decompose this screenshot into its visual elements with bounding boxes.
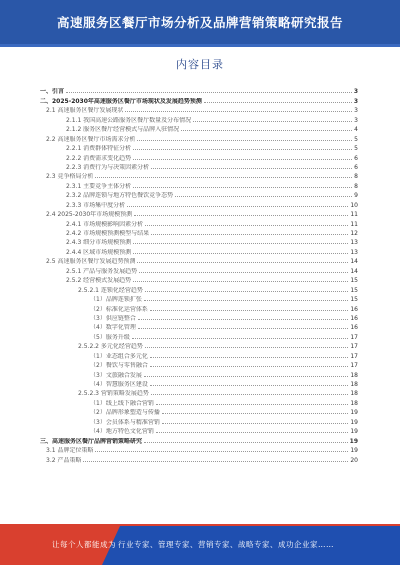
toc-leader-dots <box>151 234 348 235</box>
toc-entry-page: 18 <box>350 381 358 388</box>
toc-entry-page: 17 <box>350 352 358 360</box>
toc-entry-page: 20 <box>350 456 358 464</box>
toc-leader-dots <box>145 347 348 348</box>
toc-entry-page: 13 <box>350 239 358 247</box>
toc-entry[interactable] <box>40 275 358 284</box>
toc-entry[interactable] <box>40 331 358 340</box>
toc-leader-dots <box>144 442 348 443</box>
toc-leader-dots <box>150 310 349 311</box>
toc-entry-title: 2.5.2.2 多元化经营趋势 <box>78 343 143 351</box>
toc-entry-title: （3）文旅融合发展 <box>90 371 142 379</box>
toc-entry[interactable] <box>40 445 358 454</box>
toc-entry[interactable] <box>40 180 358 189</box>
toc-entry-title: 2.4.1 市场规模影响因素分析 <box>66 220 144 228</box>
toc-entry[interactable] <box>40 152 358 161</box>
toc-entry[interactable] <box>40 341 358 350</box>
toc-entry-title: 2.2.2 消费需求变化趋势 <box>66 154 132 162</box>
toc-entry-page: 3 <box>354 116 358 124</box>
toc-entry-page: 12 <box>350 230 358 237</box>
toc-leader-dots <box>145 225 348 226</box>
toc-entry-page: 18 <box>350 399 358 407</box>
toc-entry-title: （2）餐饮与零售融合 <box>90 362 148 370</box>
toc-leader-dots <box>125 111 352 112</box>
toc-entry[interactable] <box>40 246 358 255</box>
toc-entry[interactable] <box>40 265 358 274</box>
toc-leader-dots <box>138 319 349 320</box>
toc-entry-page: 8 <box>354 173 358 181</box>
toc-entry-title: 2.1 高速服务区餐厅发展现状 <box>46 107 124 115</box>
toc-entry[interactable] <box>40 313 358 322</box>
toc-entry[interactable] <box>40 190 358 199</box>
toc-leader-dots <box>151 168 352 169</box>
toc-entry-page: 11 <box>350 220 358 228</box>
toc-leader-dots <box>156 404 349 405</box>
toc-entry-title: 2.5.2 经营模式发展趋势 <box>66 277 132 285</box>
toc-entry-page: 10 <box>350 201 358 209</box>
table-of-contents <box>40 86 358 464</box>
toc-entry[interactable] <box>40 199 358 208</box>
toc-leader-dots <box>133 149 352 150</box>
toc-entry-title: 2.2.3 消费行为与决策因素分析 <box>66 163 150 171</box>
toc-leader-dots <box>162 413 349 414</box>
toc-entry-page: 17 <box>350 362 358 370</box>
toc-entry-title: 2.4.4 区域市场规模预测 <box>66 248 132 256</box>
toc-entry[interactable] <box>40 124 358 133</box>
toc-leader-dots <box>133 281 348 282</box>
toc-entry[interactable] <box>40 435 358 444</box>
toc-entry-page: 6 <box>354 154 358 162</box>
toc-entry-title: （3）供应链整合 <box>90 314 136 322</box>
toc-entry-page: 3 <box>353 97 358 105</box>
toc-entry-page: 13 <box>350 248 358 256</box>
toc-entry-title: 2.2 高速服务区餐厅市场需求分析 <box>46 135 136 143</box>
toc-entry[interactable] <box>40 416 358 425</box>
toc-entry-title: （1）业态组合多元化 <box>90 352 148 360</box>
header-divider <box>0 44 400 47</box>
toc-entry[interactable] <box>40 350 358 359</box>
toc-leader-dots <box>137 140 352 141</box>
toc-entry-title: 一、引言 <box>40 88 65 96</box>
toc-entry-page: 18 <box>350 390 358 398</box>
toc-entry-title: （2）品牌形象塑造与传播 <box>90 409 160 417</box>
toc-entry-title: 2.3.1 主要竞争主体分析 <box>66 182 132 190</box>
toc-leader-dots <box>133 187 352 188</box>
toc-leader-dots <box>83 461 348 462</box>
toc-leader-dots <box>204 102 352 103</box>
toc-entry-page: 17 <box>350 333 358 341</box>
toc-leader-dots <box>175 196 352 197</box>
toc-entry[interactable] <box>40 86 358 95</box>
toc-entry-page: 16 <box>350 305 358 313</box>
toc-entry-page: 9 <box>354 192 358 200</box>
toc-entry-page: 19 <box>350 409 358 417</box>
toc-entry[interactable] <box>40 303 358 312</box>
toc-entry-page: 3 <box>354 107 358 115</box>
toc-entry-title: 2.4.2 市场规模预测模型与结果 <box>66 230 150 237</box>
toc-leader-dots <box>133 253 348 254</box>
toc-entry-title: 二、2025-2030年高速服务区餐厅市场现状及发展趋势预测 <box>40 97 202 105</box>
toc-heading: 内容目录 <box>176 58 224 71</box>
toc-entry[interactable] <box>40 426 358 435</box>
page-header <box>0 0 400 44</box>
toc-entry[interactable] <box>40 143 358 152</box>
toc-entry-title: 2.1.2 服务区餐厅经营模式与品牌入驻情况 <box>66 126 180 134</box>
toc-leader-dots <box>132 338 349 339</box>
toc-leader-dots <box>66 92 352 93</box>
toc-entry[interactable] <box>40 284 358 293</box>
toc-leader-dots <box>156 432 349 433</box>
toc-entry[interactable] <box>40 360 358 369</box>
toc-entry-page: 16 <box>350 324 358 332</box>
toc-entry-title: 2.5 高速服务区餐厅发展趋势预测 <box>46 258 136 266</box>
toc-entry[interactable] <box>40 256 358 265</box>
toc-entry-page: 19 <box>350 418 358 426</box>
page-footer <box>0 524 400 565</box>
toc-entry[interactable] <box>40 322 358 331</box>
toc-entry-title: 3.1 品牌定位策略 <box>46 447 94 455</box>
toc-leader-dots <box>133 243 348 244</box>
toc-entry-page: 3 <box>353 88 358 96</box>
toc-entry-title: 三、高速服务区餐厅品牌营销策略研究 <box>40 437 143 445</box>
toc-entry[interactable] <box>40 388 358 397</box>
toc-entry-page: 18 <box>350 371 358 379</box>
toc-entry-page: 14 <box>350 267 358 275</box>
toc-leader-dots <box>150 366 349 367</box>
toc-entry-title: 2.5.2.3 营销策略发展趋势 <box>78 390 149 398</box>
toc-leader-dots <box>138 328 349 329</box>
toc-entry[interactable] <box>40 114 358 123</box>
toc-leader-dots <box>139 272 348 273</box>
toc-entry[interactable] <box>40 105 358 114</box>
toc-leader-dots <box>181 130 352 131</box>
toc-leader-dots <box>145 291 348 292</box>
toc-entry-page: 15 <box>350 286 358 294</box>
toc-entry[interactable] <box>40 218 358 227</box>
toc-entry-title: （1）品牌连锁扩张 <box>90 296 142 304</box>
toc-leader-dots <box>134 215 348 216</box>
toc-entry-page: 5 <box>354 145 358 153</box>
toc-entry-title: 3.2 产品策略 <box>46 456 82 464</box>
toc-leader-dots <box>133 159 352 160</box>
toc-entry[interactable] <box>40 95 358 104</box>
toc-entry[interactable] <box>40 209 358 218</box>
toc-leader-dots <box>144 300 349 301</box>
toc-leader-dots <box>95 177 352 178</box>
toc-entry-title: （1）线上线下融合营销 <box>90 399 154 407</box>
toc-entry-title: 2.5.2.1 连锁化经营趋势 <box>78 286 143 294</box>
footer-roles: 行业专家、管理专家、营销专家、战略专家、成功企业家…… <box>118 540 334 549</box>
toc-entry[interactable] <box>40 133 358 142</box>
toc-entry[interactable] <box>40 397 358 406</box>
toc-entry[interactable] <box>40 294 358 303</box>
toc-leader-dots <box>162 423 349 424</box>
toc-entry[interactable] <box>40 454 358 463</box>
toc-entry-page: 4 <box>354 126 358 134</box>
toc-entry-title: 2.4.3 细分市场规模预测 <box>66 239 132 247</box>
toc-entry-title: （4）智慧服务区建设 <box>90 381 148 388</box>
toc-entry-page: 17 <box>350 343 358 351</box>
toc-entry-title: （5）服务升级 <box>90 333 130 341</box>
toc-entry[interactable] <box>40 237 358 246</box>
toc-entry-page: 19 <box>350 428 358 436</box>
toc-entry-title: （2）标准化运营体系 <box>90 305 148 313</box>
toc-leader-dots <box>193 121 352 122</box>
toc-entry-title: 2.4 2025-2030年市场规模预测 <box>46 211 133 219</box>
toc-leader-dots <box>144 376 349 377</box>
toc-entry-page: 15 <box>350 296 358 304</box>
toc-entry-title: （3）会员体系与精准营销 <box>90 418 160 426</box>
toc-entry-title: （4）地方特色文化营销 <box>90 428 154 436</box>
toc-leader-dots <box>150 385 349 386</box>
toc-entry[interactable] <box>40 369 358 378</box>
toc-entry-page: 14 <box>350 258 358 266</box>
toc-entry-title: 2.3 竞争格局分析 <box>46 173 94 181</box>
toc-leader-dots <box>95 451 348 452</box>
toc-leader-dots <box>150 357 349 358</box>
toc-entry[interactable] <box>40 407 358 416</box>
toc-entry-page: 15 <box>350 277 358 285</box>
toc-entry[interactable] <box>40 379 358 388</box>
toc-entry-page: 16 <box>350 314 358 322</box>
toc-entry-title: 2.1.1 我国高速公路服务区餐厅数量及分布情况 <box>66 116 192 124</box>
toc-entry-title: 2.3.3 市场集中度分析 <box>66 201 126 209</box>
footer-slogan: 让每个人都能成为 <box>52 540 116 549</box>
toc-entry[interactable] <box>40 228 358 237</box>
toc-entry[interactable] <box>40 162 358 171</box>
toc-entry-title: 2.3.2 品牌连锁与地方特色餐饮竞争态势 <box>66 192 174 200</box>
toc-entry-page: 6 <box>354 163 358 171</box>
toc-entry-title: 2.2.1 消费群体特征分析 <box>66 145 132 153</box>
toc-entry-page: 19 <box>350 447 358 455</box>
toc-entry-page: 5 <box>354 135 358 143</box>
toc-entry-page: 11 <box>350 211 358 219</box>
toc-entry[interactable] <box>40 171 358 180</box>
toc-entry-title: 2.5.1 产品与服务发展趋势 <box>66 267 138 275</box>
toc-leader-dots <box>127 206 348 207</box>
toc-entry-page: 8 <box>354 182 358 190</box>
toc-entry-title: （4）数字化管理 <box>90 324 136 332</box>
report-title: 高速服务区餐厅市场分析及品牌营销策略研究报告 <box>56 15 343 30</box>
toc-entry-page: 19 <box>349 437 358 445</box>
toc-leader-dots <box>151 394 348 395</box>
toc-leader-dots <box>137 262 348 263</box>
